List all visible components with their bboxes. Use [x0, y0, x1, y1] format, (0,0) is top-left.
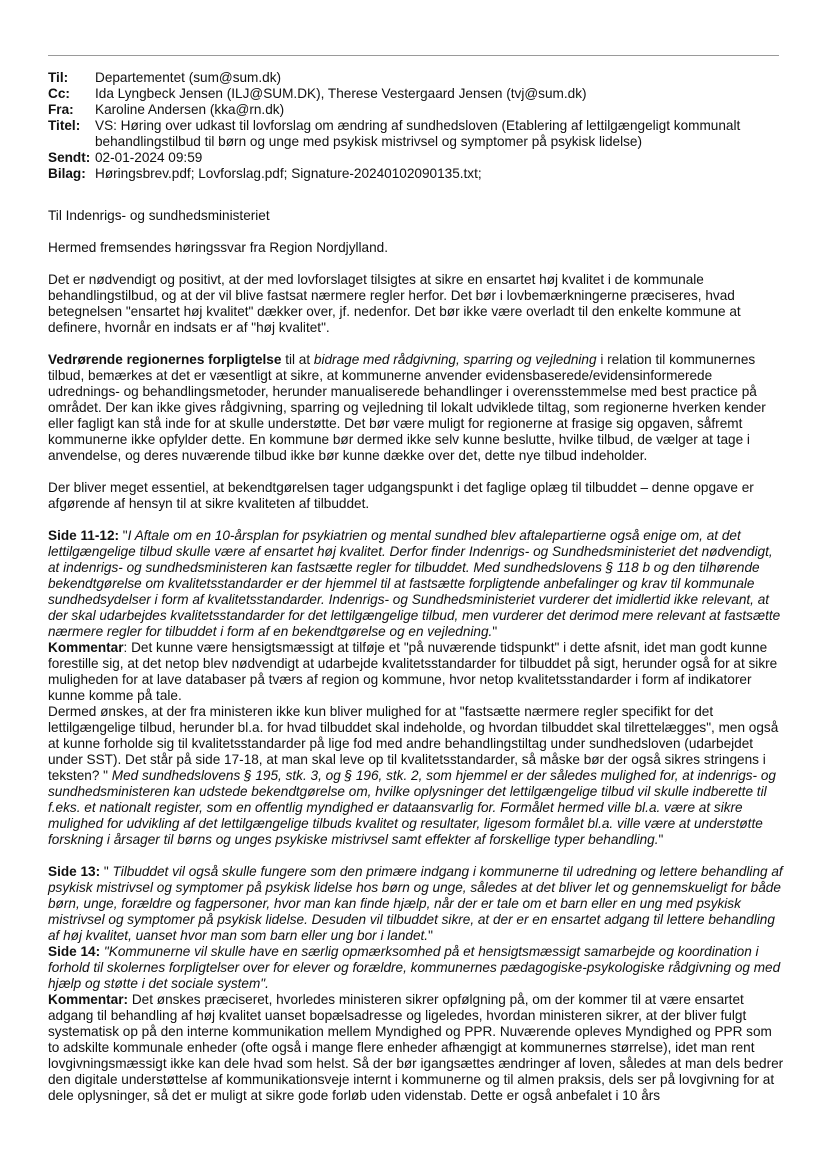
k1b-text-b: "	[658, 832, 664, 847]
email-body	[48, 208, 784, 1104]
email-header	[48, 70, 788, 182]
header-title-row	[48, 118, 788, 150]
to-value: Departementet (sum@sum.dk)	[95, 70, 282, 85]
s3-italic: "Kommunerne vil skulle have en særlig opmærksomhed på et hensigtsmæssigt samarbejde og koordination i forhold til skolernes forpligtelser over for elever og forældre, kommunernes pædagogiske-psykologiske rådgivning og med hjælp og støtte i det sociale system".	[48, 944, 781, 991]
top-divider	[48, 55, 779, 56]
paragraph-quality: Det er nødvendigt og positivt, at der med lovforslaget tilsigtes at sikre en ensartet høj kvalitet i de kommunale behandlingstilbud, og at der vil blive fastsat nærmere regler herfor. Det bør i lovbemærkningerne præciseres, hvad betegnelsen "ensartet høj kvalitet" dækker over, jf. nedenfor. Det bør ikke være overladt til den enkelte kommune at definere, hvornår en indsats er af "høj kvalitet".	[48, 272, 741, 335]
comment-2-label: Kommentar:	[48, 992, 129, 1007]
attachments-label: Bilag:	[48, 166, 86, 181]
intro: Hermed fremsendes høringssvar fra Region Nordjylland.	[48, 240, 388, 255]
greeting: Til Indenrigs- og sundhedsministeriet	[48, 208, 270, 223]
k1b-text-a: Dermed ønskes, at der fra ministeren ikke kun bliver mulighed for at "fastsætte nærmere regler specifikt for det lettilgængelige tilbud, herunder bl.a. for hvad tilbuddet skal indeholde, og hvordan tilbuddet skal tilrettelægges", men også at kunne forholde sig til kvalitetsstandarder på lige fod med andre behandlingstiltag under sundhedsloven (udarbejdet under SST). Det står på side 17-18, at man skal leve op til kvalitetsstandarder, så måske bør der også sikres stringens i teksten? "	[48, 704, 779, 783]
s1-italic: I Aftale om en 10-årsplan for psykiatrien og mental sundhed blev aftalepartierne også enige om, at det lettilgængelige tilbud skulle være af ensartet høj kvalitet. Derfor finder Indenrigs- og Sundhedsministeriet det nødvendigt, at indenrigs- og sundhedsministeren kan fastsætte regler for tilbuddet. Med sundhedslovens § 118 b og den tilhørende bekendtgørelse om kvalitetsstandarder er der hjemmel til at fastsætte forpligtende anbefalinger og krav til kommunale sundhedsydelser i form af kvalitetsstandarder. Indenrigs- og Sundhedsministeriet vurderer det imidlertid ikke relevant, at der skal udarbejdes kvalitetsstandarder for det lettilgængelige tilbud, men vurderer det derimod mere relevant at fastsætte nærmere regler for tilbuddet i form af en bekendtgørelse og en vejledning.	[48, 528, 781, 639]
side-11-12-label: Side 11-12:	[48, 528, 120, 543]
k1b-italic: Med sundhedslovens § 195, stk. 3, og § 196, stk. 2, som hjemmel er der således mulighed for, at indenrigs- og sundhedsministeren kan udstede bekendtgørelse om, hvilke oplysninger det lettilgængelige tilbud vil skulle indberette til f.eks. et nationalt register, som en offentlig myndighed er dataansvarlig for. Formålet hermed ville bl.a. være at sikre mulighed for udvikling af det lettilgængelige tilbuds kvalitet og resultater, ligesom formålet bl.a. ville være at understøtte forskning i årsager til børns og unges psykiske mistrivsel samt effekter af forskellige typer behandling.	[48, 768, 776, 847]
s2-italic: Tilbuddet vil også skulle fungere som den primære indgang i kommunerne til udredning og lettere behandling af psykisk mistrivsel og symptomer på psykisk lidelse hos børn og unge, således at det bliver let og gennemskueligt for både børn, unge, forældre og fagpersoner, hvor man kan finde hjælp, når der er tale om et barn eller en ung med psykisk mistrivsel og symptomer på psykisk lidelse. Desuden vil tilbuddet sikre, at der er en ensartet adgang til lettere behandling af høj kvalitet, uanset hvor man som barn eller ung bor i landet.	[48, 864, 783, 943]
header-to-row	[48, 70, 788, 86]
comment-2-text: Det ønskes præciseret, hvorledes ministeren sikrer opfølgning på, om der kommer til at være ensartet adgang til behandling af høj kvalitet uanset bopælsadresse og ligeledes, hvordan ministeren sikrer, at der bliver fulgt systematisk op på den interne kommunikation mellem Myndighed og PPR. Nuværende opleves Myndighed og PPR som to adskilte kommunale enheder (ofte også i mange flere enheder afhængigt at kommunernes størrelse), idet man rent lovgivningsmæssigt ikke kan dele hvad som helst. Så der bør igangsættes ændringer af loven, således at man dels bedrer den digitale understøttelse af kommunikationsveje internt i kommunerne og til almen praksis, dels ser på lovgivning for at dele oplysninger, så det er muligt at sikre gode forløb uden videnstab. Dette er også anbefalet i 10 års	[48, 992, 784, 1103]
regional-obligation-heading: Vedrørende regionernes forpligtelse	[48, 352, 282, 367]
paragraph-executive-order: Der bliver meget essentiel, at bekendtgørelsen tager udgangspunkt i det faglige oplæg til tilbuddet – denne opgave er afgørende af hensyn til at sikre kvaliteten af tilbuddet.	[48, 480, 754, 511]
s1-quote-open: "	[119, 528, 128, 543]
sent-value: 02-01-2024 09:59	[95, 150, 203, 165]
s1-quote-close: "	[492, 624, 498, 639]
comment-1	[48, 640, 784, 704]
header-attachments-row	[48, 166, 788, 182]
p2-text-b: i relation til kommunernes tilbud, bemærkes at det er væsentligt at sikre, at kommunerne anvender evidensbaserede/evidensinformerede udrednings- og behandlingsmetoder, herunder manualiserede behandlinger i overensstemmelse med best practice på området. Der kan ikke gives rådgivning, sparring og vejledning til lokalt udviklede tiltag, som regionerne hverken kender eller fagligt kan stå inde for at skulle understøtte. Det bør være muligt for regionerne at frasige sig opgaven, såfremt kommunerne ikke opfylder dette. En kommune bør dermed ikke selv kunne beslutte, hvilke tilbud, de vælger at tage i anvendelse, og deres nuværende tilbud ikke bør kunne dække over det, dette nye tilbud indeholder.	[48, 352, 766, 463]
side-11-12-quote	[48, 528, 784, 640]
side-13-quote	[48, 864, 784, 944]
sent-label: Sendt:	[48, 150, 91, 165]
from-label: Fra:	[48, 102, 74, 117]
attachments-value: Høringsbrev.pdf; Lovforslag.pdf; Signature-20240102090135.txt;	[95, 166, 482, 181]
header-cc-row	[48, 86, 788, 102]
side-14-label: Side 14:	[48, 944, 101, 959]
comment-2	[48, 992, 784, 1104]
s2-quote-close: "	[428, 928, 433, 943]
comment-1-continued	[48, 704, 784, 848]
comment-1-label: Kommentar	[48, 640, 124, 655]
side-14-quote	[48, 944, 784, 992]
s2-quote-open: "	[100, 864, 113, 879]
to-label: Til:	[48, 70, 69, 85]
header-from-row	[48, 102, 788, 118]
paragraph-regional-obligation	[48, 352, 784, 464]
title-label: Titel:	[48, 118, 81, 133]
p2-italic: bidrage med rådgivning, sparring og vejledning	[313, 352, 597, 367]
comment-1-text: : Det kunne være hensigtsmæssigt at tilføje et "på nuværende tidspunkt" i dette afsnit, idet man godt kunne forestille sig, at det netop blev nødvendigt at udarbejde kvalitetsstandarder for tilbuddet på sigt, herunder også for at sikre muligheden for at lave databaser på tværs af region og kommune, hvor netop kvalitetsstandarder i form af indikatorer kunne komme på tale.	[48, 640, 778, 703]
header-sent-row	[48, 150, 788, 166]
from-value: Karoline Andersen (kka@rn.dk)	[95, 102, 285, 117]
cc-value: Ida Lyngbeck Jensen (ILJ@SUM.DK), Therese Vestergaard Jensen (tvj@sum.dk)	[95, 86, 587, 101]
side-13-label: Side 13:	[48, 864, 101, 879]
p2-text-a: til at	[281, 352, 314, 367]
cc-label: Cc:	[48, 86, 70, 101]
title-value: VS: Høring over udkast til lovforslag om ændring af sundhedsloven (Etablering af lettilgængeligt kommunalt behandlingstilbud til børn og unge med psykisk mistrivsel og symptomer på psykisk lidelse)	[95, 118, 741, 149]
